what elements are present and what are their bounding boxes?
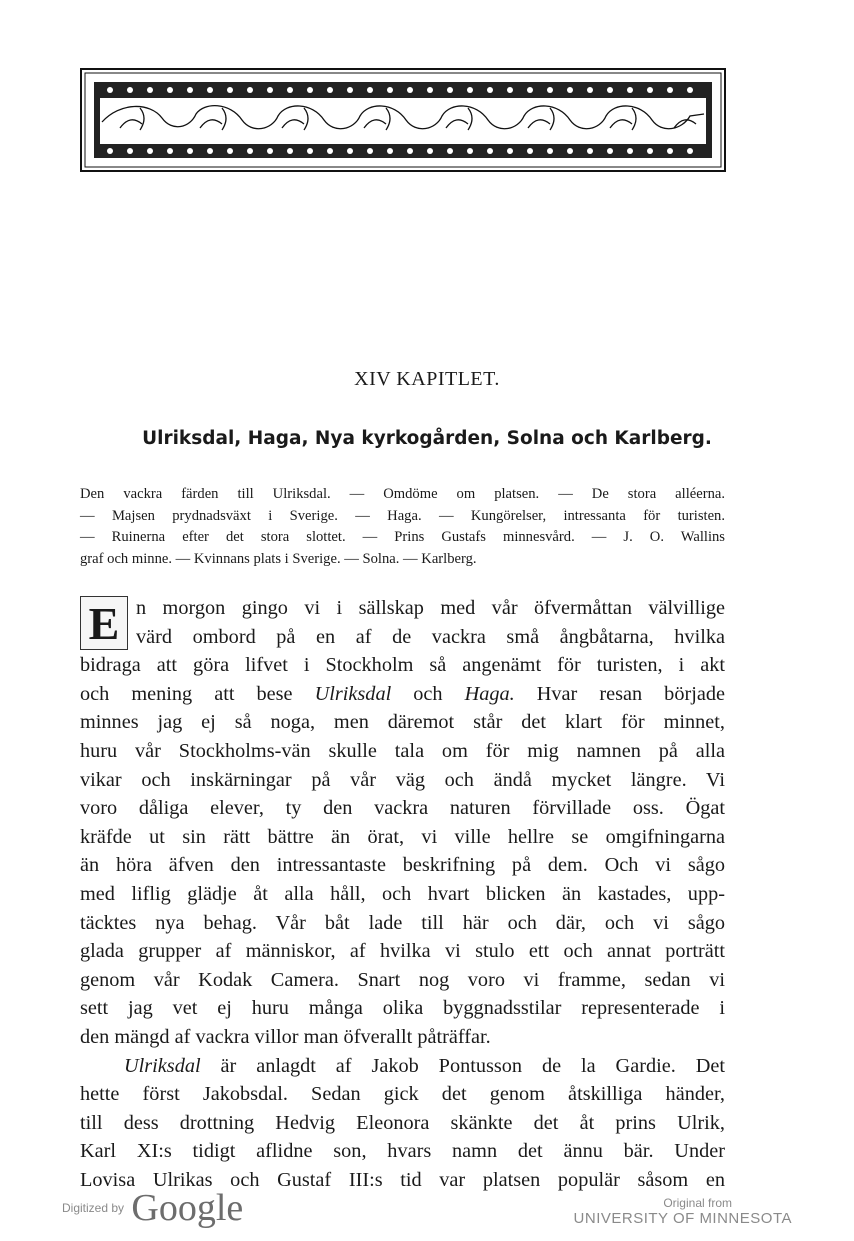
text-line: än höra äfven den intressantaste beskrifning på dem. Och vi sågo	[80, 854, 725, 877]
text-line: värd ombord på en af de vackra små ångbåtarna, hvilka	[136, 625, 725, 648]
drop-cap	[80, 596, 128, 650]
text-line: med liflig glädje åt alla håll, och hvart blicken än kastades, upp-	[80, 882, 725, 905]
text-segment: och	[391, 682, 465, 705]
chapter-summary	[80, 484, 725, 570]
chapter-title: Ulriksdal, Haga, Nya kyrkogården, Solna och Karlberg.	[142, 428, 712, 449]
original-from-label: Original from	[663, 1196, 732, 1210]
digitized-by-watermark	[62, 1186, 243, 1230]
text-line: den mängd af vackra villor man öfverallt påträffar.	[80, 1025, 491, 1048]
summary-line: — Majsen prydnadsväxt i Sverige. — Haga. — Kungörelser, intressanta för turisten.	[80, 507, 725, 524]
text-line: Karl XI:s tidigt aflidne son, hvars namn det ännu bär. Under	[80, 1140, 725, 1163]
summary-line: — Ruinerna efter det stora slottet. — Prins Gustafs minnesvård. — J. O. Wallins	[80, 529, 725, 545]
text-line: Lovisa Ulrikas och Gustaf III:s tid var platsen populär såsom en	[80, 1168, 725, 1191]
text-line: minnes jag ej så noga, men däremot står det klart för minnet,	[80, 711, 725, 734]
place-name-italic: Ulriksdal	[124, 1054, 201, 1077]
text-line: sett jag vet ej huru många olika byggnadsstilar representerade i	[80, 997, 725, 1020]
google-logo: Google	[131, 1187, 244, 1229]
ornamental-header-band	[80, 68, 726, 172]
place-name-italic: Haga.	[464, 682, 515, 705]
text-line	[80, 680, 725, 709]
chapter-heading: XIV KAPITLET.	[354, 368, 500, 390]
body-text	[80, 594, 725, 1194]
text-line: n morgon gingo vi i sällskap med vår öfvermåttan välvillige	[136, 597, 725, 619]
place-name-italic: Ulriksdal	[314, 682, 392, 705]
drop-cap-letter: E	[88, 598, 120, 649]
text-segment: och mening att bese	[80, 682, 315, 705]
text-line: voro dåliga elever, ty den vackra naturen förvillade oss. Ögat	[80, 797, 725, 820]
university-label: UNIVERSITY OF MINNESOTA	[573, 1210, 792, 1227]
text-line: vikar och inskärningar på vår väg och ändå mycket längre. Vi	[80, 768, 725, 791]
text-line: hette först Jakobsdal. Sedan gick det genom åtskilliga händer,	[80, 1083, 725, 1106]
text-segment: är anlagdt af Jakob Pontusson de la Gardie. Det	[200, 1054, 725, 1077]
source-watermark	[574, 1196, 792, 1227]
text-line: till dess drottning Hedvig Eleonora skänkte det åt prins Ulrik,	[80, 1111, 725, 1134]
summary-line: Den vackra färden till Ulriksdal. — Omdöme om platsen. — De stora alléerna.	[80, 486, 725, 502]
summary-line: graf och minne. — Kvinnans plats i Sverige. — Solna. — Karlberg.	[80, 550, 477, 567]
text-line: kräfde ut sin rätt bättre än örat, vi ville hellre se omgifningarna	[80, 825, 725, 848]
text-line: glada grupper af människor, af hvilka vi stulo ett och annat porträtt	[80, 940, 725, 963]
text-line: huru vår Stockholms-vän skulle tala om för mig namnen på alla	[80, 739, 725, 762]
text-line: genom vår Kodak Camera. Snart nog voro vi framme, sedan vi	[80, 968, 725, 991]
text-line: täcktes nya behag. Vår båt lade till här och där, och vi sågo	[80, 911, 725, 934]
digitized-by-label: Digitized by	[62, 1201, 125, 1215]
text-line	[80, 1052, 725, 1081]
text-line: bidraga att göra lifvet i Stockholm så angenämt för turisten, i akt	[80, 654, 725, 677]
text-segment: Hvar resan började	[514, 682, 725, 705]
